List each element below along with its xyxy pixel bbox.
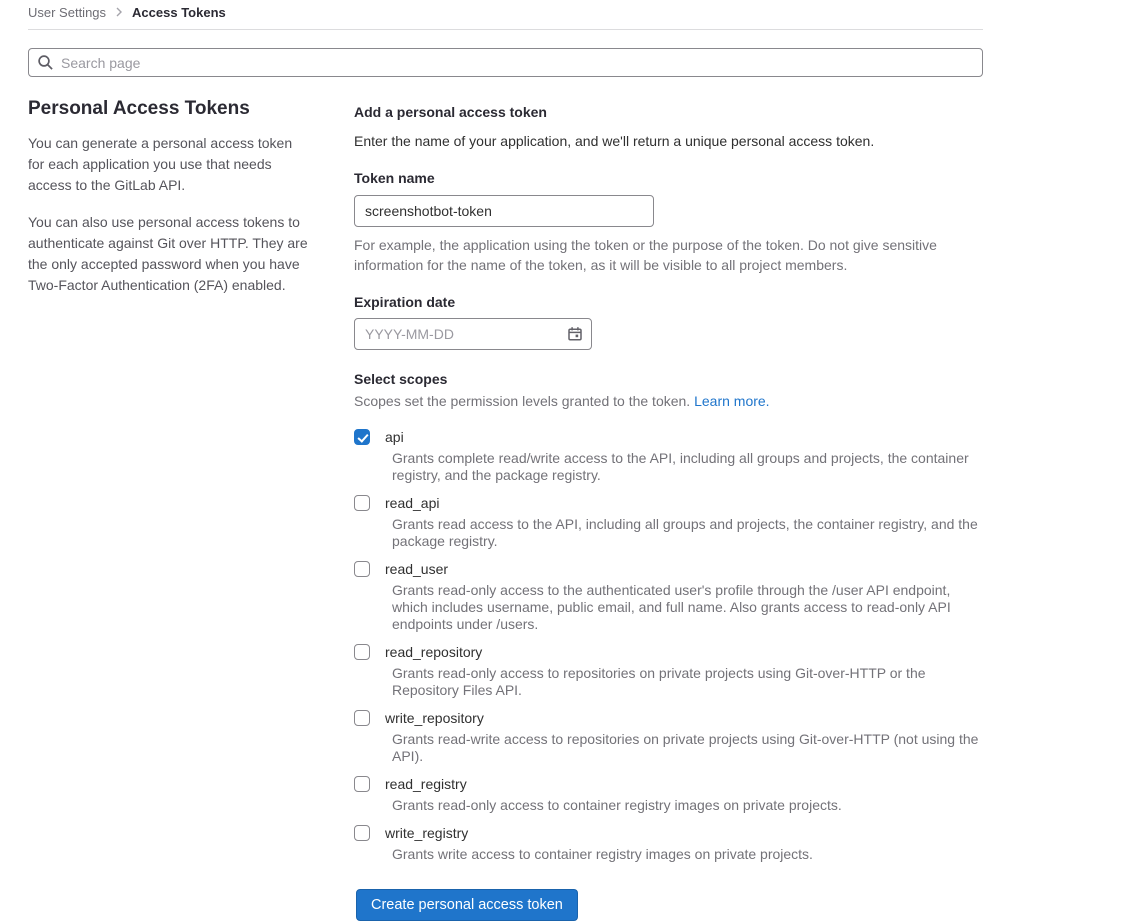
scope-checkbox[interactable] [354,776,370,792]
scope-checkbox[interactable] [354,644,370,660]
scope-description: Grants read access to the API, including all groups and projects, the container registry, and the package registry. [392,516,978,549]
scope-item [354,493,983,550]
page-title: Personal Access Tokens [28,98,250,119]
content-area [28,97,983,921]
select-scopes-label: Select scopes [354,371,448,387]
header-divider [28,29,983,30]
token-name-label: Token name [354,170,435,186]
section-description-column [28,97,310,312]
scope-description: Grants complete read/write access to the API, including all groups and projects, the container registry, and the package registry. [392,450,969,483]
breadcrumb-access-tokens: Access Tokens [132,4,226,20]
scope-item [354,427,983,484]
scope-head [354,708,983,728]
scope-label[interactable]: read_repository [385,644,483,660]
scope-head [354,823,983,843]
scope-label[interactable]: api [385,429,404,445]
scope-label[interactable]: read_registry [385,776,467,792]
scope-checkbox[interactable] [354,561,370,577]
scope-label[interactable]: write_registry [385,825,469,841]
scope-item [354,642,983,699]
scopes-list [354,427,983,863]
calendar-icon[interactable] [567,326,583,342]
scope-head [354,642,983,662]
sidebar-paragraph-2: You can also use personal access tokens to authenticate against Git over HTTP. They are the only accepted password when you have Two-Factor Authentication (2FA) enabled. [28,214,308,293]
scope-checkbox[interactable] [354,710,370,726]
scope-head [354,559,983,579]
scope-description: Grants write access to container registry images on private projects. [392,846,813,862]
scope-head [354,427,983,447]
scope-item [354,774,983,814]
scope-item [354,823,983,863]
form-description: Enter the name of your application, and we'll return a unique personal access token. [354,133,875,149]
scope-label[interactable]: read_api [385,495,440,511]
scope-description: Grants read-only access to repositories on private projects using Git-over-HTTP or the Repository Files API. [392,665,926,698]
search-input[interactable] [28,48,983,77]
token-name-input[interactable] [354,195,654,227]
scope-checkbox[interactable] [354,495,370,511]
breadcrumb-user-settings[interactable]: User Settings [28,4,107,20]
scopes-description [354,391,983,411]
form-title: Add a personal access token [354,104,547,120]
breadcrumb [28,0,983,20]
settings-page [28,0,983,921]
scope-label[interactable]: read_user [385,561,449,577]
token-name-help: For example, the application using the token or the purpose of the token. Do not give sensitive information for the name of the token, as it will be visible to all project members. [354,237,937,273]
search-bar [28,48,983,77]
scope-item [354,559,983,633]
create-token-button[interactable]: Create personal access token [356,889,578,921]
sidebar-paragraph-1: You can generate a personal access token for each application you use that needs access to the GitLab API. [28,135,293,193]
scope-checkbox[interactable] [354,825,370,841]
scope-description: Grants read-only access to container registry images on private projects. [392,797,842,813]
token-form [354,97,983,921]
expiration-date-field [354,318,592,350]
expiration-date-input[interactable] [354,318,592,350]
scope-item [354,708,983,765]
scope-checkbox[interactable] [354,429,370,445]
learn-more-link[interactable]: Learn more. [694,393,770,409]
scope-description: Grants read-only access to the authenticated user's profile through the /user API endpoint, which includes username, public email, and full name. Also grants access to read-only API endpoints under /users. [392,582,951,632]
scope-head [354,774,983,794]
expiration-date-label: Expiration date [354,294,456,310]
scope-description: Grants read-write access to repositories on private projects using Git-over-HTTP (not using the API). [392,731,979,764]
scope-head [354,493,983,513]
chevron-right-icon [115,7,123,17]
scope-label[interactable]: write_repository [385,710,484,726]
scopes-description-text: Scopes set the permission levels granted to the token. [354,393,691,409]
